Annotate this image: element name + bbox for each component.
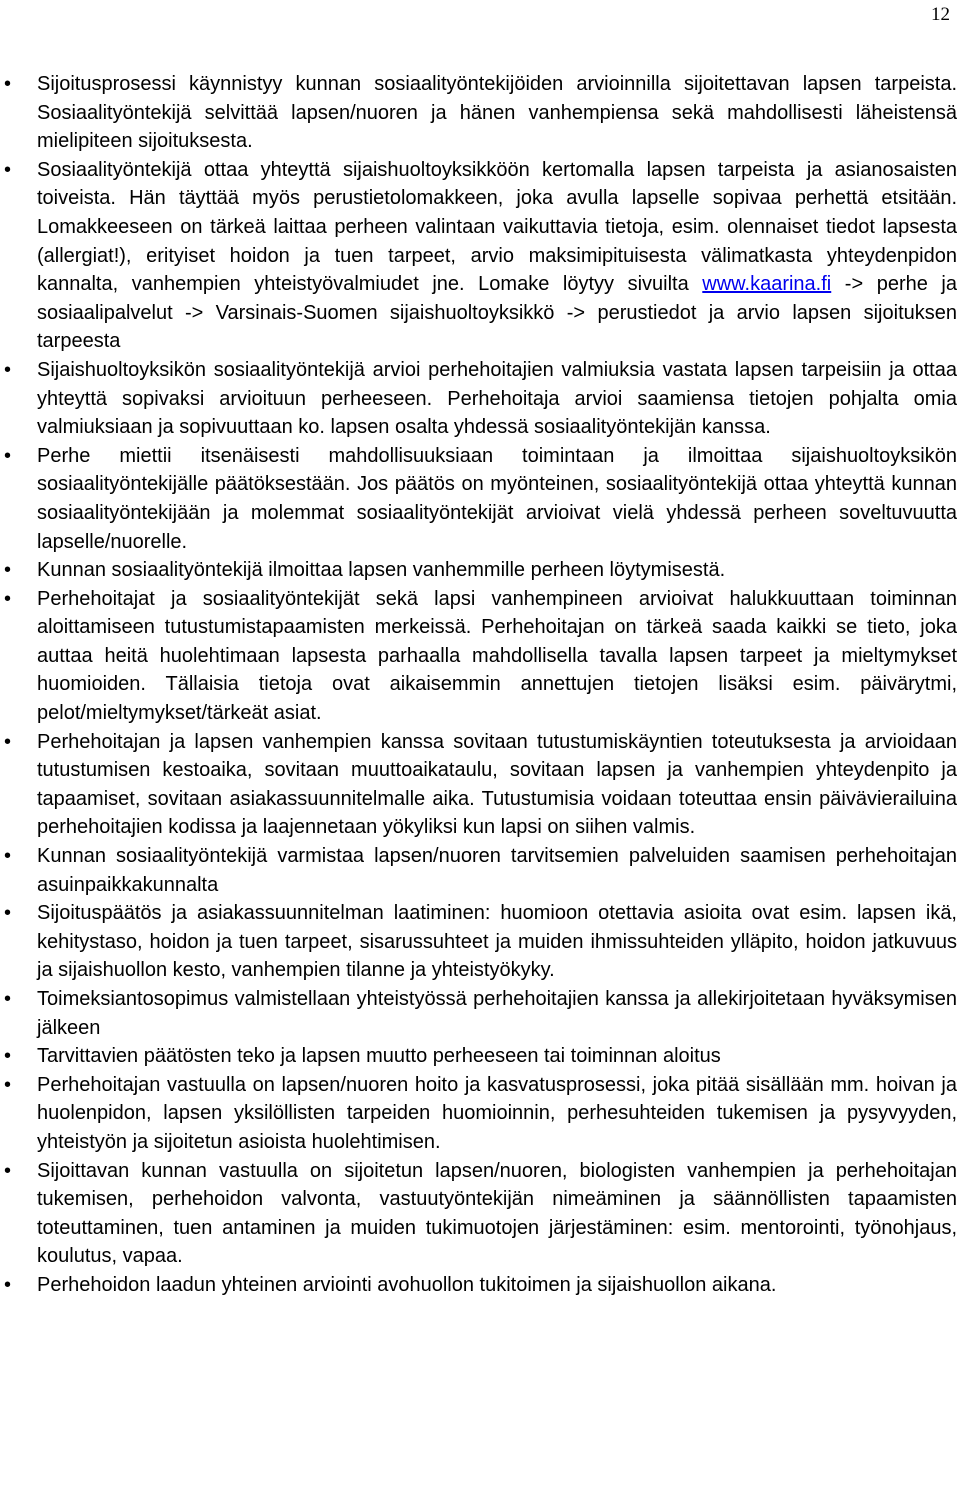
list-item: • Kunnan sosiaalityöntekijä varmistaa lapsen/nuoren tarvitsemien palveluiden saamisen perhehoitajan asuinpaikkakunnalta	[0, 842, 960, 899]
list-item: • Tarvittavien päätösten teko ja lapsen muutto perheeseen tai toiminnan aloitus	[0, 1042, 960, 1071]
list-item: • Kunnan sosiaalityöntekijä ilmoittaa lapsen vanhemmille perheen löytymisestä.	[0, 556, 960, 585]
list-item: • Sijaishuoltoyksikön sosiaalityöntekijä arvioi perhehoitajien valmiuksia vastata lapsen tarpeisiin ja ottaa yhteyttä sopivaksi arvioituun perheeseen. Perhehoitaja arvioi saamiensa tietojen pohjalta omia valmiuksiaan ja sopivuuttaan ko. lapsen osalta yhdessä sosiaalityöntekijän kanssa.	[0, 356, 960, 442]
list-item: • Perhehoitajat ja sosiaalityöntekijät sekä lapsi vanhempineen arvioivat halukkuuttaan toiminnan aloittamiseen tutustumistapaamisten merkeissä. Perhehoitajan on tärkeä saada kaikki se tieto, joka auttaa heitä huolehtimaan lapsesta parhaalla mahdollisella tavalla lapsen tarpeet ja mieltymykset huomioiden. Tällaisia tietoja ovat aikaisemmin annettujen tietojen lisäksi esim. päivärytmi, pelot/mieltymykset/tärkeät asiat.	[0, 585, 960, 728]
list-item: • Sijoituspäätös ja asiakassuunnitelman laatiminen: huomioon otettavia asioita ovat esim. lapsen ikä, kehitystaso, hoidon ja tuen tarpeet, sisarussuhteet ja muiden ihmissuhteiden ylläpito, hoidon jatkuvuus ja sijaishuollon kesto, vanhempien tilanne ja yhteistyökyky.	[0, 899, 960, 985]
list-item: • Sijoittavan kunnan vastuulla on sijoitetun lapsen/nuoren, biologisten vanhempien ja perhehoitajan tukemisen, perhehoidon valvonta, vastuutyöntekijän nimeäminen ja säännöllisten tapaamisten toteuttaminen, tuen antaminen ja muiden tukimuotojen järjestäminen: esim. mentorointi, työnohjaus, koulutus, vapaa.	[0, 1157, 960, 1271]
list-item: • Perhehoitajan ja lapsen vanhempien kanssa sovitaan tutustumiskäyntien toteutuksesta ja arvioidaan tutustumisen kestoaika, sovitaan muuttoaikataulu, sovitaan lapsen ja vanhempien yhteydenpito ja tapaamiset, sovitaan asiakassuunnitelmalle aika. Tutustumisia voidaan toteuttaa ensin päivävierailuina perhehoitajien kodissa ja laajennetaan yökyliksi kun lapsi on siihen valmis.	[0, 728, 960, 842]
bullet-list	[0, 70, 960, 1300]
kaarina-link[interactable]: www.kaarina.fi	[702, 273, 832, 296]
page-number: 12	[931, 4, 950, 25]
list-item: • Sijoitusprosessi käynnistyy kunnan sosiaalityöntekijöiden arvioinnilla sijoitettavan lapsen tarpeista. Sosiaalityöntekijä selvittää lapsen/nuoren ja hänen vanhempiensa sekä mahdollisesti läheistensä mielipiteen sijoituksesta.	[0, 70, 960, 156]
list-item-text: -> perhe ja sosiaalipalvelut -> Varsinais-Suomen sijaishuoltoyksikkö -> perustiedot ja arvio lapsen sijoituksen tarpeesta	[37, 273, 957, 353]
list-item	[0, 156, 960, 356]
list-item-text: Sosiaalityöntekijä ottaa yhteyttä sijaishuoltoyksikköön kertomalla lapsen tarpeista ja asianosaisten toiveista. Hän täyttää myös perustietolomakkeen, joka avulla lapselle sopivaa perhettä etsitään. Lomakkeeseen on tärkeä laittaa perheen valintaan vaikuttavia tietoja, esim. olennaiset tiedot lapsesta (allergiat!), erityiset hoidon ja tuen tarpeet, arvio maksimipituisesta välimatkasta yhteydenpidon kannalta, vanhempien yhteistyövalmiudet jne. Lomake löytyy sivuilta	[37, 158, 957, 296]
list-item: • Perhehoitajan vastuulla on lapsen/nuoren hoito ja kasvatusprosessi, joka pitää sisällään mm. hoivan ja huolenpidon, lapsen yksilöllisten tarpeiden huomioinnin, perhesuhteiden tukemisen ja pysyvyyden, yhteistyön ja sijoitetun asioista huolehtimisen.	[0, 1071, 960, 1157]
list-item: • Toimeksiantosopimus valmistellaan yhteistyössä perhehoitajien kanssa ja allekirjoitetaan hyväksymisen jälkeen	[0, 985, 960, 1042]
list-item: • Perhe miettii itsenäisesti mahdollisuuksiaan toimintaan ja ilmoittaa sijaishuoltoyksikön sosiaalityöntekijälle päätöksestään. Jos päätös on myönteinen, sosiaalityöntekijä ottaa yhteyttä kunnan sosiaalityöntekijään ja molemmat sosiaalityöntekijät arvioivat vielä yhdessä perheen soveltuvuutta lapselle/nuorelle.	[0, 442, 960, 556]
list-item: • Perhehoidon laadun yhteinen arviointi avohuollon tukitoimen ja sijaishuollon aikana.	[0, 1271, 960, 1300]
